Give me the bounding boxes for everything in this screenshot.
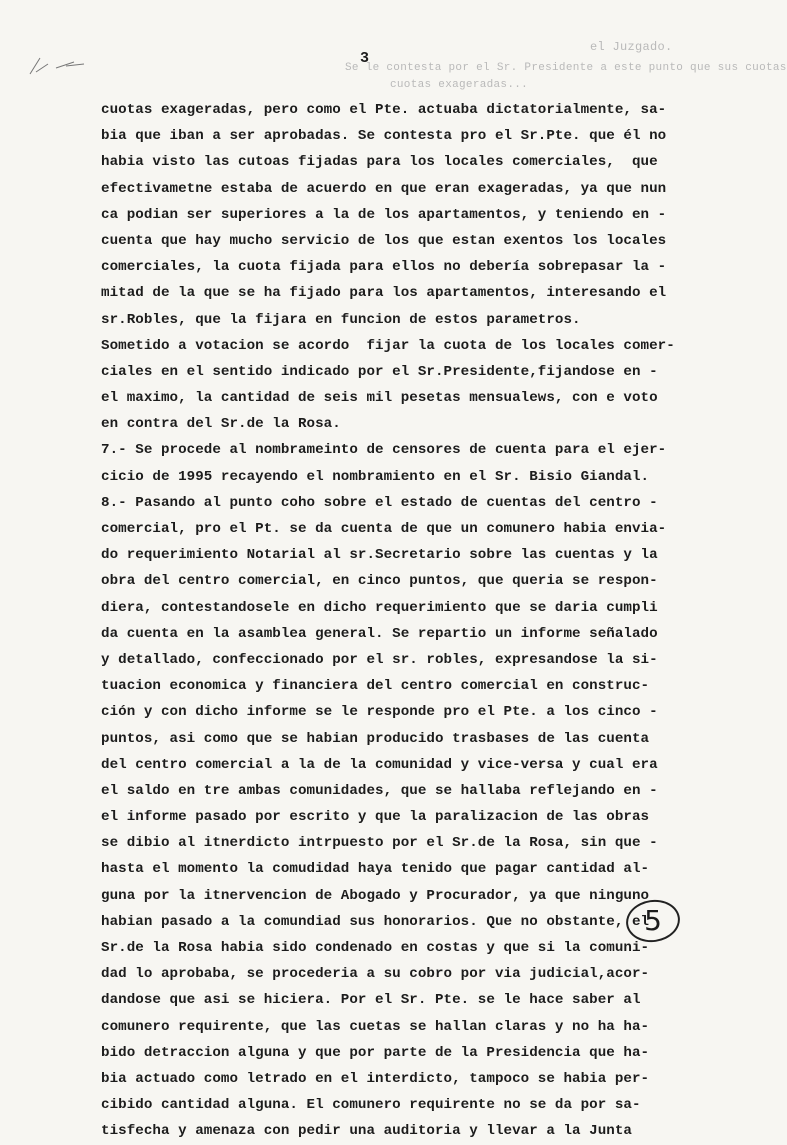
text-line: del centro comercial a la de la comunidad y vice-versa y cual era [101,756,658,773]
text-line: comercial, pro el Pt. se da cuenta de que un comunero habia envia- [101,521,667,537]
bleedthrough-text: el Juzgado. [590,40,673,54]
text-line: dad lo aprobaba, se procederia a su cobro por via judicial,acor- [101,966,650,983]
text-line: mitad de la que se ha fijado para los apartamentos, interesando el [101,285,667,302]
text-line: 7.- Se procede al nombrameinto de censores de cuenta para el ejer- [101,442,667,459]
text-line: cicio de 1995 recayendo el nombramiento en el Sr. Bisio Giandal. [101,468,650,485]
text-line: 8.- Pasando al punto coho sobre el estado de cuentas del centro - [101,494,658,511]
text-line: habian pasado a la comundiad sus honorarios. Que no obstante, el [101,913,650,930]
margin-scribble [26,44,96,80]
text-line: cuotas exageradas, pero como el Pte. actuaba dictatorialmente, sa- [101,102,667,118]
bleedthrough-text: Se le contesta por el Sr. Presidente a este punto que sus cuotas [345,62,787,74]
text-line: el informe pasado por escrito y que la paralizacion de las obras [101,809,650,826]
text-line: bia que iban a ser aprobadas. Se contesta pro el Sr.Pte. que él no [101,128,667,145]
text-line: puntos, asi como que se habian producido trasbases de las cuenta [101,730,650,747]
text-line: diera, contestandosele en dicho requerimiento que se daria cumpli [101,599,658,616]
text-line: el maximo, la cantidad de seis mil pesetas mensualews, con e voto [101,390,658,407]
text-line: comunero requirente, que las cuetas se hallan claras y no ha ha- [101,1018,650,1035]
handwritten-page-mark [623,896,682,945]
text-line: y detallado, confeccionado por el sr. robles, expresandose la si- [101,651,658,668]
text-line: tisfecha y amenaza con pedir una auditoria y llevar a la Junta [101,1123,632,1140]
text-line: ción y con dicho informe se le responde pro el Pte. a los cinco - [101,704,658,721]
text-line: obra del centro comercial, en cinco puntos, que queria se respon- [101,573,658,590]
text-line: habia visto las cutoas fijadas para los locales comerciales, que [101,154,658,171]
text-line: Sr.de la Rosa habia sido condenado en costas y que si la comuni- [101,940,650,956]
text-line: se dibio al itnerdicto intrpuesto por el Sr.de la Rosa, sin que - [101,835,658,852]
text-line: do requerimiento Notarial al sr.Secretario sobre las cuentas y la [101,547,658,564]
text-line: bia actuado como letrado en el interdicto, tampoco se habia per- [101,1070,650,1087]
text-line: el saldo en tre ambas comunidades, que se hallaba reflejando en - [101,782,658,799]
handwritten-page-number: 5 [644,904,662,937]
text-line: bido detraccion alguna y que por parte de la Presidencia que ha- [101,1044,650,1061]
text-line: sr.Robles, que la fijara en funcion de estos parametros. [101,311,581,328]
text-line: ciales en el sentido indicado por el Sr.Presidente,fijandose en - [101,363,658,380]
text-line: en contra del Sr.de la Rosa. [101,416,341,433]
text-line: ca podian ser superiores a la de los apartamentos, y teniendo en - [101,206,667,223]
text-line: Sometido a votacion se acordo fijar la cuota de los locales comer- [101,337,675,354]
text-line: da cuenta en la asamblea general. Se repartio un informe señalado [101,625,658,642]
text-line: cibido cantidad alguna. El comunero requirente no se da por sa- [101,1097,641,1114]
bleedthrough-text: cuotas exageradas... [390,79,529,91]
text-line: cuenta que hay mucho servicio de los que estan exentos los locales [101,232,667,249]
text-line: dandose que asi se hiciera. Por el Sr. Pte. se le hace saber al [101,992,641,1009]
text-line: tuacion economica y financiera del centro comercial en construc- [101,678,650,695]
text-line: guna por la itnervencion de Abogado y Procurador, ya que ninguno [101,887,650,904]
text-line: efectivametne estaba de acuerdo en que eran exageradas, ya que nun [101,180,667,197]
page-number: 3 [360,50,370,67]
body-text [101,97,686,1145]
text-line: hasta el momento la comudidad haya tenido que pagar cantidad al- [101,861,650,878]
text-line: comerciales, la cuota fijada para ellos no debería sobrepasar la - [101,259,667,276]
